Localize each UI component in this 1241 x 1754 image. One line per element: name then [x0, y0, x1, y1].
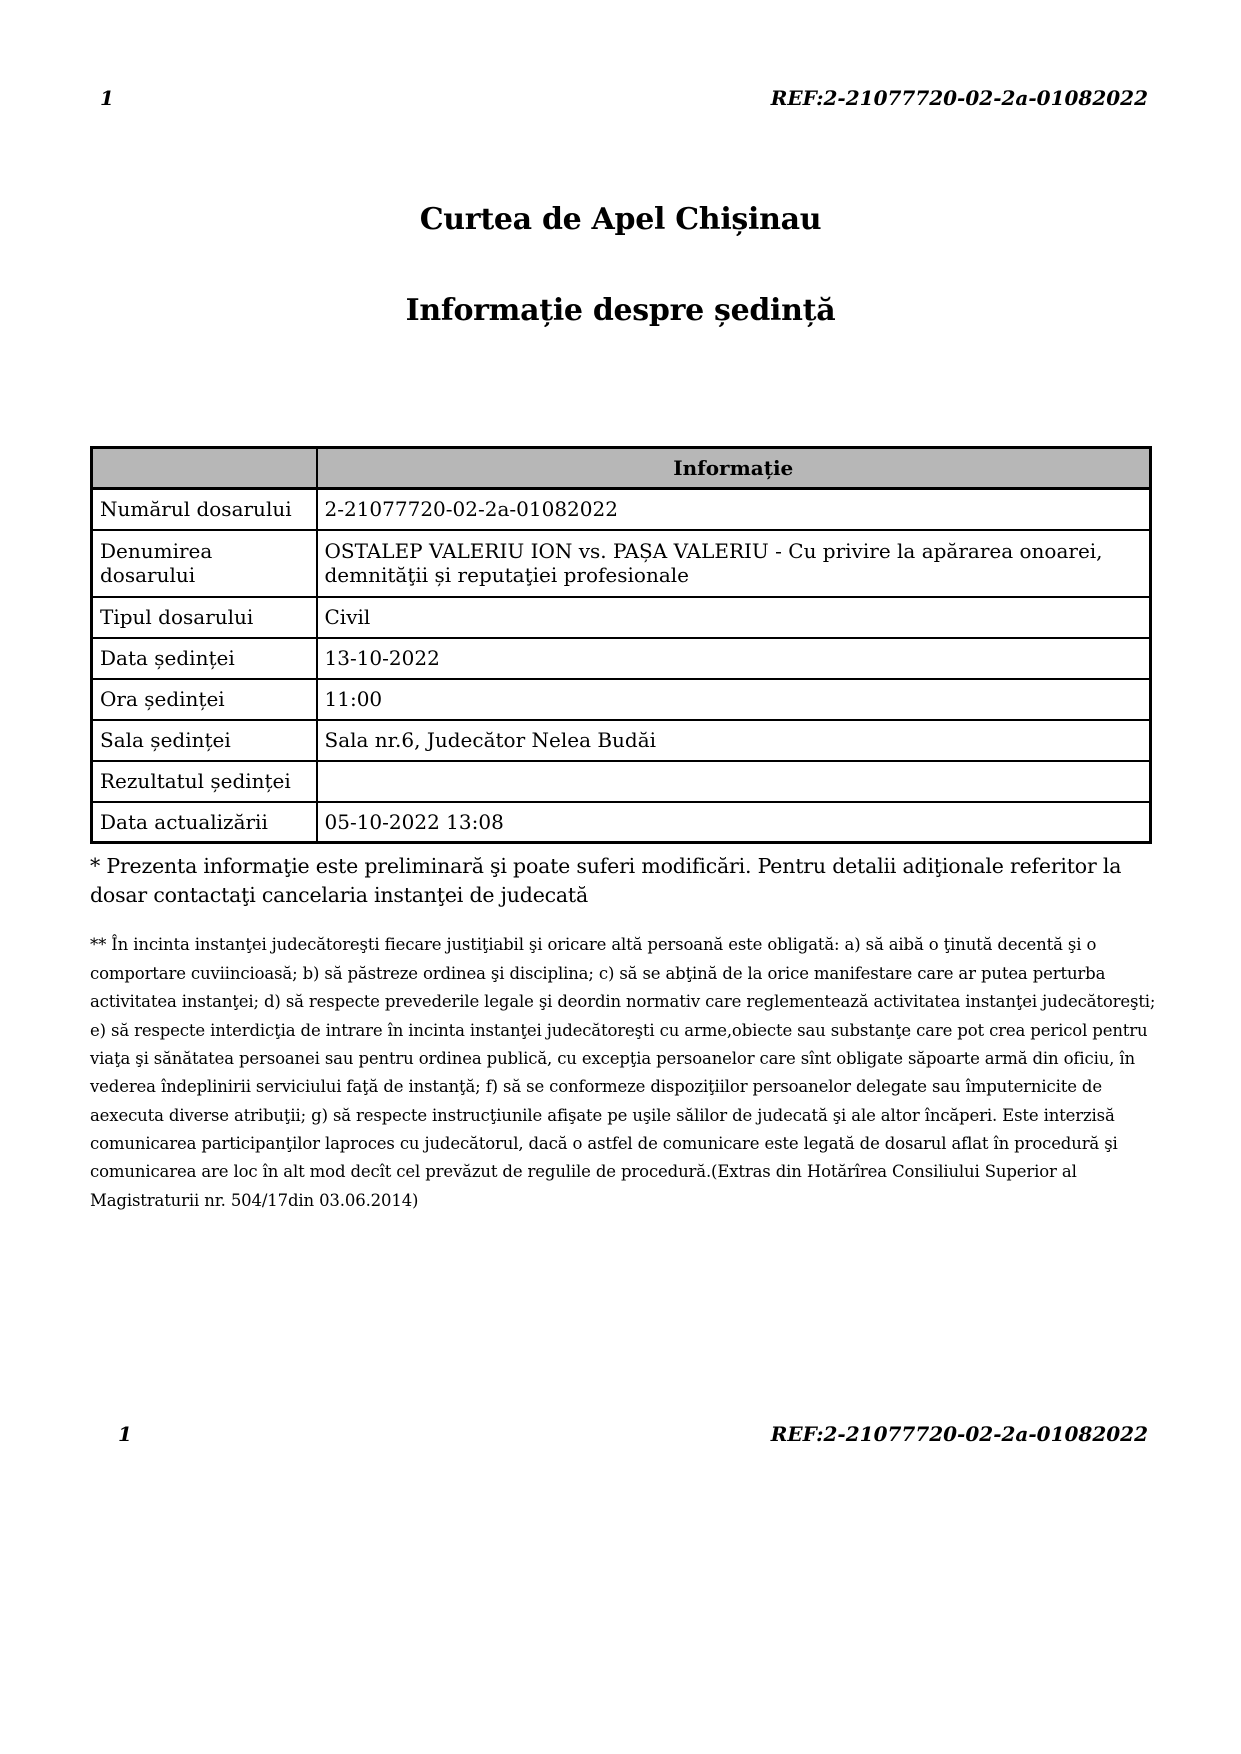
table-row	[92, 802, 1151, 843]
row-value: OSTALEP VALERIU ION vs. PAȘA VALERIU - Cu privire la apărarea onoarei, demnităţii și reputaţiei profesionale	[317, 530, 1151, 597]
row-value: 13-10-2022	[317, 638, 1151, 679]
row-label: Numărul dosarului	[92, 489, 317, 530]
header-document-ref: REF:2-21077720-02-2a-01082022	[770, 86, 1148, 110]
row-label: Data actualizării	[92, 802, 317, 843]
row-label: Rezultatul ședinței	[92, 761, 317, 802]
row-label: Ora ședinței	[92, 679, 317, 720]
table-row	[92, 679, 1151, 720]
preliminary-note: * Prezenta informaţie este preliminară şi poate suferi modificări. Pentru detalii adiţionale referitor la dosar contactaţi cancelaria instanţei de judecată	[90, 854, 1122, 907]
session-info-table	[90, 446, 1152, 844]
row-value: 2-21077720-02-2a-01082022	[317, 489, 1151, 530]
row-value: Sala nr.6, Judecător Nelea Budăi	[317, 720, 1151, 761]
table-header-informatie-cell: Informație	[317, 448, 1151, 489]
table-row	[92, 597, 1151, 638]
row-label: Tipul dosarului	[92, 597, 317, 638]
table-header-row	[92, 448, 1151, 489]
footer-document-ref: REF:2-21077720-02-2a-01082022	[770, 1422, 1148, 1446]
table-row	[92, 489, 1151, 530]
row-value: 11:00	[317, 679, 1151, 720]
table-row	[92, 638, 1151, 679]
row-value: Civil	[317, 597, 1151, 638]
row-label: Data ședinței	[92, 638, 317, 679]
row-value	[317, 761, 1151, 802]
table-row	[92, 530, 1151, 597]
row-label: Sala ședinței	[92, 720, 317, 761]
footer-page-number: 1	[118, 1422, 132, 1446]
table-row	[92, 761, 1151, 802]
row-label: Denumirea dosarului	[92, 530, 317, 597]
table-header-empty-cell	[92, 448, 317, 489]
court-rules-note: ** În incinta instanţei judecătoreşti fiecare justiţiabil şi oricare altă persoană este obligată: a) să aibă o ţinută decentă şi o comportare cuviincioasă; b) să păstreze ordinea şi disciplina; c) să se abţină de la orice manifestare care ar putea perturba activitatea instanţei; d) să respecte prevederile legale şi deordin normativ care reglementează activitatea instanţei judecătoreşti; e) să respecte interdicţia de intrare în incinta instanţei judecătoreşti cu arme,obiecte sau substanţe care pot crea pericol pentru viaţa şi sănătatea persoanei sau pentru ordinea publică, cu excepţia persoanelor care sînt obligate săpoarte armă din oficiu, în vederea îndeplinirii serviciului faţă de instanţă; f) să se conformeze dispoziţiilor persoanelor delegate sau împuternicite de aexecuta diverse atribuţii; g) să respecte instrucţiunile afişate pe uşile sălilor de judecată şi ale altor încăperi. Este interzisă comunicarea participanţilor laproces cu judecătorul, dacă o astfel de comunicare este legată de dosarul aflat în procedură şi comunicarea are loc în alt mod decît cel prevăzut de regulile de procedură.(Extras din Hotărîrea Consiliului Superior al Magistraturii nr. 504/17din 03.06.2014)	[90, 935, 1156, 1210]
page-subtitle: Informație despre ședință	[405, 293, 836, 328]
court-title: Curtea de Apel Chișinau	[419, 202, 822, 237]
table-row	[92, 720, 1151, 761]
row-value: 05-10-2022 13:08	[317, 802, 1151, 843]
header-page-number: 1	[100, 86, 114, 110]
page-footer	[0, 1422, 1241, 1446]
page-header	[0, 0, 1241, 110]
